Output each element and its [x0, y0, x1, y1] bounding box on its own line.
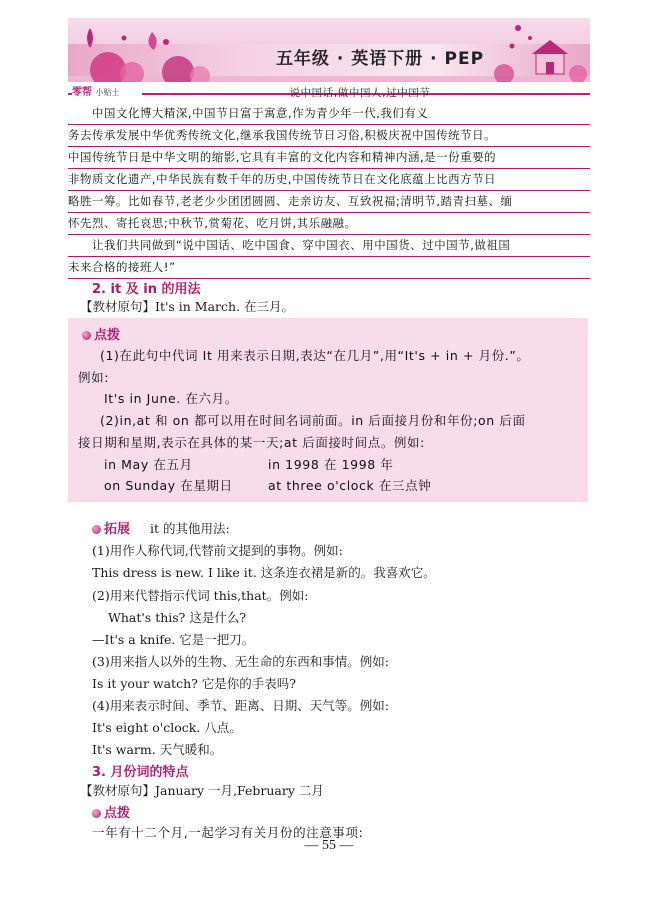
- dianbo-p2-line1: (2)in,at 和 on 都可以用在时间名词前面。in 后面接月份和年份;on 后面: [100, 413, 526, 428]
- dianbo-example-1: It's in June. 在六月。: [104, 391, 238, 406]
- tip-label: [72, 84, 142, 102]
- dianbo-label-1: [82, 324, 120, 343]
- tip-label-main: 零帮: [72, 87, 92, 98]
- flower-decoration-icon: [68, 18, 218, 82]
- example-in-may: in May 在五月: [104, 457, 193, 472]
- bullet-dot-icon: [82, 331, 91, 340]
- tuozhan-line-5: —It's a knife. 它是一把刀。: [92, 632, 255, 647]
- tip-line-7: 让我们共同做到“说中国话、吃中国食、穿中国衣、用中国货、过中国节,做祖国: [68, 235, 590, 257]
- tuozhan-line-10: It's warm. 天气暖和。: [92, 742, 223, 757]
- example-at-three: at three o'clock 在三点钟: [268, 478, 432, 493]
- dianbo-label-text: 点拨: [94, 328, 121, 343]
- example-in-1998: in 1998 在 1998 年: [268, 457, 394, 472]
- book-title: 五年级 · 英语下册 · PEP: [275, 49, 485, 69]
- tip-title: 说中国话,做中国人,过中国节: [289, 87, 431, 99]
- dianbo-label-text: 点拨: [104, 806, 131, 821]
- dianbo-label-2: [92, 802, 130, 821]
- tip-line-3: 中国传统节日是中华文明的缩影,它具有丰富的文化内容和精神内涵,是一份重要的: [68, 147, 590, 169]
- tuozhan-intro: it 的其他用法:: [150, 521, 230, 536]
- textbook-sentence-1: 【教材原句】It's in March. 在三月。: [80, 299, 295, 314]
- bullet-dot-icon: [92, 809, 101, 818]
- tip-line-6: 怀先烈、寄托哀思;中秋节,赏菊花、吃月饼,其乐融融。: [68, 213, 590, 235]
- tuozhan-line-7: Is it your watch? 它是你的手表吗?: [92, 676, 297, 691]
- tip-line-8: 未来合格的接班人!”: [68, 257, 590, 279]
- tuozhan-line-3: (2)用来代替指示代词 this,that。例如:: [92, 588, 309, 603]
- textbook-sentence-2: 【教材原句】January 一月,February 二月: [80, 783, 324, 798]
- tip-line-2: 务去传承发展中华优秀传统文化,继承我国传统节日习俗,积极庆祝中国传统节日。: [68, 125, 590, 147]
- tuozhan-line-9: It's eight o'clock. 八点。: [92, 720, 242, 735]
- example-on-sunday: on Sunday 在星期日: [104, 478, 233, 493]
- tip-line-4: 非物质文化遗产,中华民族有数千年的历史,中国传统节日在文化底蕴上比西方节日: [68, 169, 590, 191]
- page-number: — 55 —: [304, 838, 354, 853]
- dianbo-p1-line1: (1)在此句中代词 It 用来表示日期,表达“在几月”,用“It's + in + 月份.”。: [100, 348, 530, 363]
- tuozhan-line-8: (4)用来表示时间、季节、距离、日期、天气等。例如:: [92, 698, 389, 713]
- tuozhan-label: [92, 518, 130, 537]
- dianbo-p2-line2: 接日期和星期,表示在具体的某一天;at 后面接时间点。例如:: [78, 435, 425, 450]
- months-intro: 一年有十二个月,一起学习有关月份的注意事项:: [92, 825, 364, 840]
- tuozhan-line-2: This dress is new. I like it. 这条连衣裙是新的。我喜欢它。: [92, 565, 436, 580]
- bullet-dot-icon: [92, 525, 101, 534]
- tip-line-5: 略胜一筹。比如春节,老老少少团团圆圆、走亲访友、互致祝福;清明节,踏青扫墓、缅: [68, 191, 590, 213]
- tuozhan-label-text: 拓展: [104, 522, 131, 537]
- section-heading-it-in: 2. it 及 in 的用法: [92, 282, 201, 297]
- tuozhan-line-1: (1)用作人称代词,代替前文提到的事物。例如:: [92, 543, 343, 558]
- tuozhan-line-6: (3)用来指人以外的生物、无生命的东西和事情。例如:: [92, 654, 389, 669]
- tip-label-small: 小贴士: [95, 88, 120, 97]
- tip-line-1: 中国文化博大精深,中国节日富于寓意,作为青少年一代,我们有义: [68, 103, 590, 125]
- section-heading-months: 3. 月份词的特点: [92, 765, 189, 780]
- dianbo-p1-line2: 例如:: [78, 370, 110, 385]
- tuozhan-line-4: What's this? 这是什么?: [108, 610, 247, 625]
